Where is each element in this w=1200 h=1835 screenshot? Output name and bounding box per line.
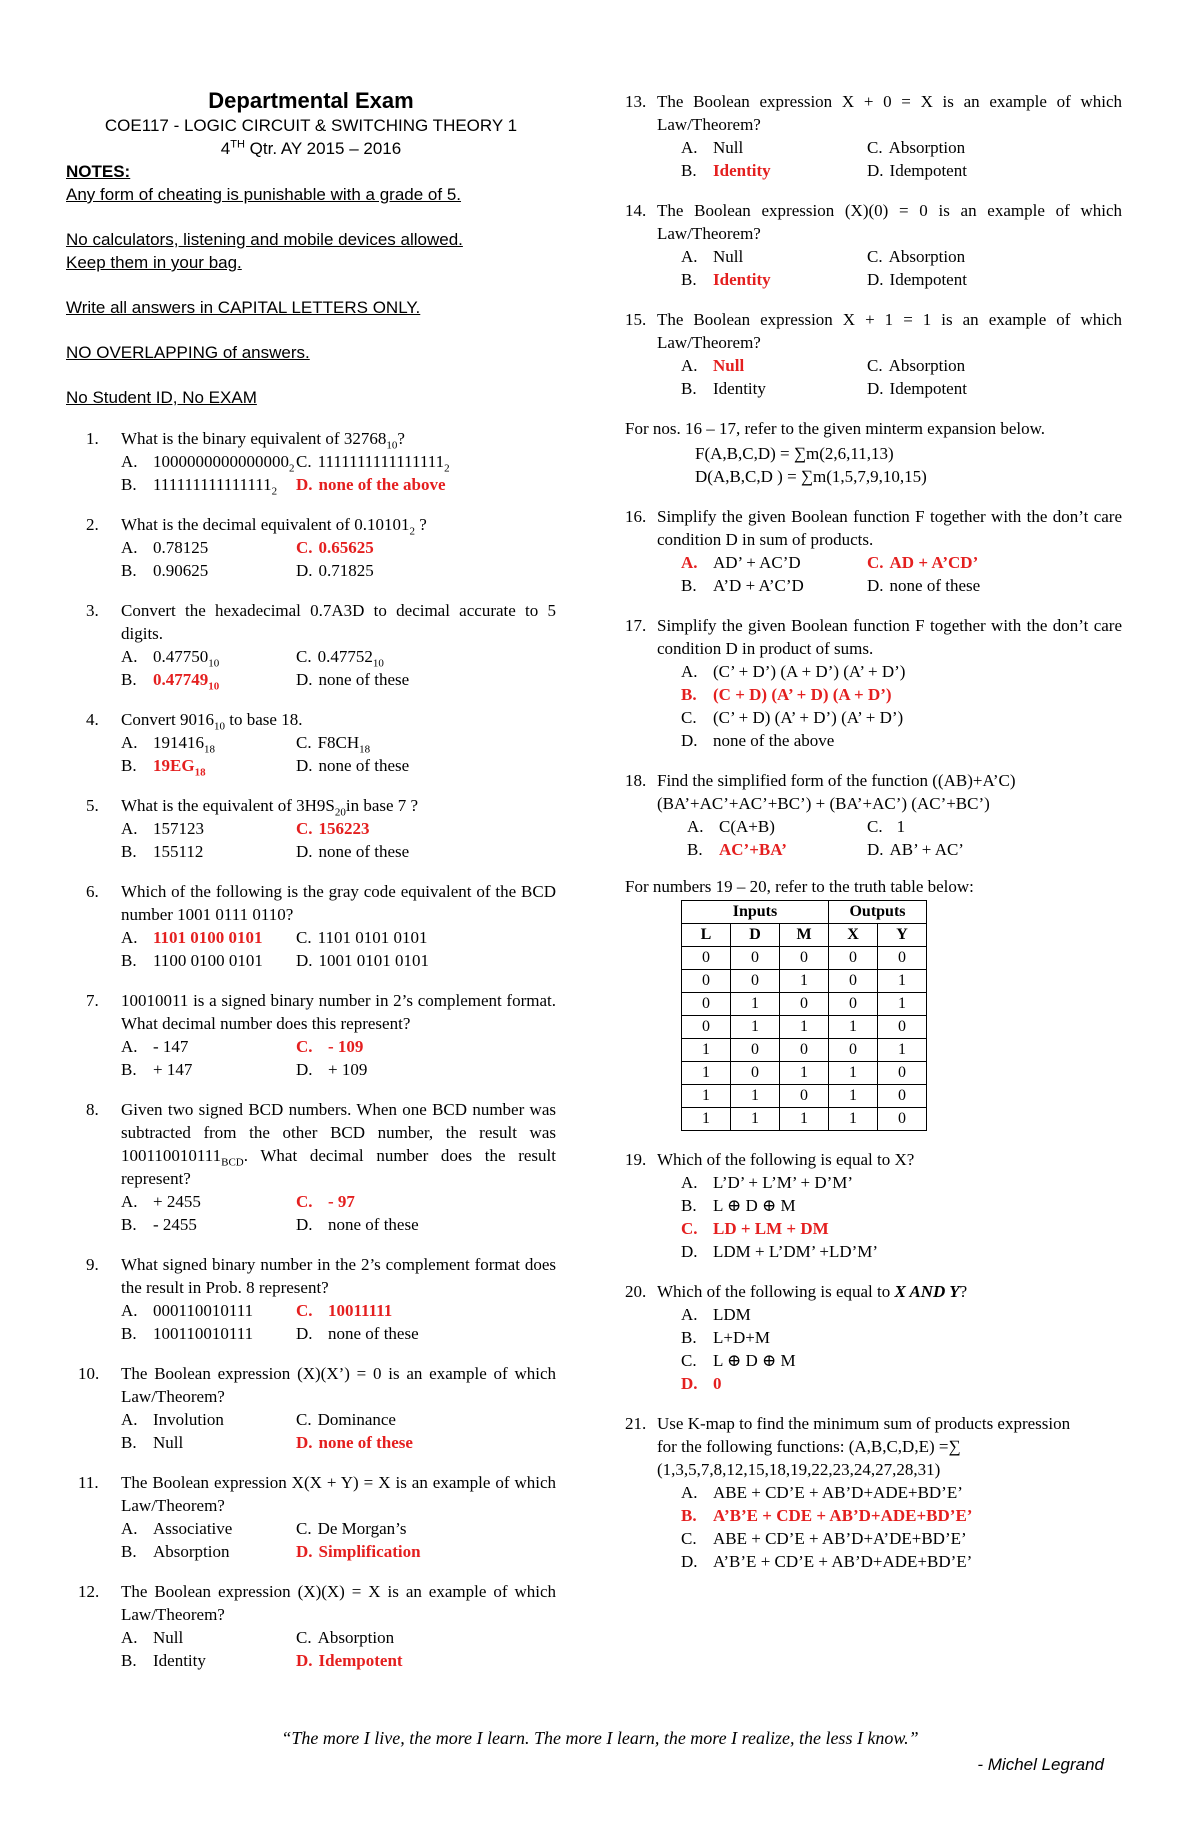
option-a: 0.78125 <box>153 538 209 557</box>
truth-table-cell: 1 <box>731 1016 780 1039</box>
option-c-answer: - 97 <box>328 1192 355 1211</box>
truth-table-row <box>682 947 927 970</box>
option-c: $0.47752_{10}$ <box>317 647 384 670</box>
question-text: The Boolean expression (X)(X) = X is an example of which Law/Theorem? <box>121 1582 556 1624</box>
question-text: Find the simplified form of the function ((AB)+A’C) (BA’+AC’+AC’+BC’) + (BA’+AC’) (AC’+BC’) <box>657 771 1016 813</box>
notes-label: NOTES: <box>66 162 131 181</box>
question-11: 11. The Boolean expression X(X + Y) = X is an example of which Law/Theorem? A. Associative C. De Morgan’s B. Absorption D. Simplification <box>78 1473 556 1561</box>
option-d: none of these <box>328 1215 419 1234</box>
options-row: A. $1000000000000000_2$ C. $1111111111111111_2$ <box>121 452 450 475</box>
truth-table-cell: 0 <box>829 947 878 970</box>
option-a: A. LDM <box>681 1305 751 1324</box>
option-a: A. L’D’ + L’M’ + D’M’ <box>681 1173 854 1192</box>
option-b: Identity <box>153 1651 206 1670</box>
question-20 <box>625 1280 1122 1395</box>
option-d: none of these <box>318 842 410 861</box>
truth-table-cell: 1 <box>682 1062 731 1085</box>
option-c: $1111111111111111_2$ <box>317 452 450 475</box>
option-b: A’D + A’C’D <box>713 576 804 595</box>
option-b-answer: Identity <box>713 161 771 180</box>
truth-table-cell: 0 <box>829 993 878 1016</box>
outputs-header: Outputs <box>829 901 927 924</box>
question-number: 18. <box>625 771 647 790</box>
truth-table-cell: 0 <box>731 947 780 970</box>
truth-table-cell: 1 <box>878 970 927 993</box>
question-12: 12. The Boolean expression (X)(X) = X is an example of which Law/Theorem? A. Null C. Absorption B. Identity D. Idempotent <box>78 1582 556 1670</box>
truth-table-cell: 0 <box>731 970 780 993</box>
option-c: De Morgan’s <box>317 1519 407 1538</box>
truth-table-row <box>682 1085 927 1108</box>
note-overlapping: NO OVERLAPPING of answers. <box>66 343 310 362</box>
option-b: 0.90625 <box>153 561 209 580</box>
option-b: $111111111111111_2$ <box>153 475 278 498</box>
question-number: 21. <box>625 1414 647 1433</box>
truth-table-cell: 0 <box>829 970 878 993</box>
option-c-answer: C. LD + LM + DM <box>681 1219 829 1238</box>
question-15: 15. The Boolean expression X + 1 = 1 is an example of which Law/Theorem? A. Null C. Absorption B. Identity D. Idempotent <box>625 310 1122 398</box>
option-b: 155112 <box>153 842 204 861</box>
question-1 <box>66 427 556 496</box>
option-d: + 109 <box>328 1060 368 1079</box>
option-a: $0.47750_{10}$ <box>153 647 220 670</box>
question-number: 3. <box>86 601 99 620</box>
question-text: Given two signed BCD numbers. When one BCD number was subtracted from the other BCD number, the result was $100110010111_{BCD}$. What decimal number does the result represent? <box>121 1100 556 1188</box>
question-text: Which of the following is equal to X AND Y? <box>657 1282 968 1301</box>
option-d: none of these <box>318 670 410 689</box>
question-text: The Boolean expression (X)(0) = 0 is an example of which Law/Theorem? <box>657 201 1122 243</box>
truth-table-cell: 1 <box>682 1085 731 1108</box>
question-text: 10010011 is a signed binary number in 2’s complement format. What decimal number does this represent? <box>121 991 556 1033</box>
option-c: C. ABE + CD’E + AB’D+A’DE+BD’E’ <box>681 1529 967 1548</box>
option-a: A. ABE + CD’E + AB’D+ADE+BD’E’ <box>681 1483 963 1502</box>
truth-table-row <box>682 1062 927 1085</box>
question-number: 16. <box>625 507 647 526</box>
option-d: 1001 0101 0101 <box>318 951 430 970</box>
option-b-answer: $0.47749_{10}$ <box>153 670 220 693</box>
option-a: C(A+B) <box>719 817 775 836</box>
note-calculators: No calculators, listening and mobile devices allowed. <box>66 230 463 249</box>
option-c: 1 <box>896 817 906 836</box>
note-cheating: Any form of cheating is punishable with a grade of 5. <box>66 185 462 204</box>
option-c: Absorption <box>888 138 966 157</box>
truth-table-cell: 1 <box>829 1062 878 1085</box>
option-a: Associative <box>153 1519 233 1538</box>
option-a: $191416_{18}$ <box>153 733 215 756</box>
minterm-intro <box>625 417 1122 488</box>
options-row: B. $111111111111111_2$ D. none of the above <box>121 475 446 498</box>
question-13: 13. The Boolean expression X + 0 = X is an example of which Law/Theorem? A. Null C. Absorption B. Identity D. Idempotent <box>625 92 1122 180</box>
truth-table-cell: 1 <box>731 1108 780 1131</box>
question-16: 16. Simplify the given Boolean function F together with the don’t care condition D in sum of products. A. AD’ + AC’D C. AD + A’CD’ B. A’D + A’C’D D. none of these <box>625 507 1122 595</box>
truth-table-cell: 0 <box>682 947 731 970</box>
option-c: Absorption <box>888 356 966 375</box>
function-d: D(A,B,C,D ) = ∑m(1,5,7,9,10,15) <box>695 467 927 486</box>
truth-table-cell: 0 <box>878 1062 927 1085</box>
option-a: A. (C’ + D’) (A + D’) (A’ + D’) <box>681 662 906 681</box>
truth-table-cell: 0 <box>780 947 829 970</box>
term <box>66 137 556 160</box>
option-c: $F8CH_{18}$ <box>317 733 371 756</box>
question-text: Convert $9016_{10}$ to base 18. <box>121 710 303 733</box>
question-text: What is the binary equivalent of $32768_{10}$? <box>121 429 405 452</box>
option-b-answer: Identity <box>713 270 771 289</box>
option-d: Idempotent <box>889 161 967 180</box>
course-title: COE117 - LOGIC CIRCUIT & SWITCHING THEORY 1 <box>104 116 518 135</box>
right-column <box>625 90 1122 1573</box>
option-a: Involution <box>153 1410 224 1429</box>
option-c-answer: 10011111 <box>328 1301 393 1320</box>
truth-table-cell: 0 <box>780 1085 829 1108</box>
option-d: none of these <box>889 576 981 595</box>
question-text: The Boolean expression X + 0 = X is an example of which Law/Theorem? <box>657 92 1122 134</box>
question-21 <box>625 1412 1122 1573</box>
option-c: Absorption <box>317 1628 395 1647</box>
option-c: Absorption <box>888 247 966 266</box>
question-9: 9. What signed binary number in the 2’s complement format does the result in Prob. 8 represent? A. 000110010111 C. 10011111 B. 100110010111 D. none of these <box>86 1255 556 1343</box>
question-2: 2. What is the decimal equivalent of $0.10101_2$ ? A. 0.78125 C. 0.65625 B. 0.90625 D. 0.71825 <box>66 513 556 582</box>
truth-table-row <box>682 1016 927 1039</box>
term-rest: Qtr. AY 2015 – 2016 <box>244 139 402 158</box>
option-a: Null <box>713 138 744 157</box>
question-text: Simplify the given Boolean function F together with the don’t care condition D in product of sums. <box>657 616 1122 658</box>
question-text: The Boolean expression X(X + Y) = X is an example of which Law/Theorem? <box>121 1473 556 1515</box>
truth-table-cell: 0 <box>878 1085 927 1108</box>
option-c: 1101 0101 0101 <box>317 928 428 947</box>
question-number: 9. <box>86 1255 99 1274</box>
question-text: What is the decimal equivalent of $0.10101_2$ ? <box>121 515 427 538</box>
truth-table-cell: 1 <box>780 1108 829 1131</box>
question-text: The Boolean expression X + 1 = 1 is an example of which Law/Theorem? <box>657 310 1122 352</box>
truth-table-cell: 1 <box>682 1108 731 1131</box>
question-8: 8. Given two signed BCD numbers. When one BCD number was subtracted from the other BCD number, the result was $100110010111_{BCD}$. What decimal number does the result represent? A. + 2455 C. - 97 B. - 2455 D. none of these <box>86 1100 556 1234</box>
option-a: AD’ + AC’D <box>713 553 801 572</box>
option-b: 1100 0100 0101 <box>153 951 263 970</box>
question-14: 14. The Boolean expression (X)(0) = 0 is an example of which Law/Theorem? A. Null C. Absorption B. Identity D. Idempotent <box>625 201 1122 289</box>
question-number: 7. <box>86 991 99 1010</box>
option-c-answer: 156223 <box>318 819 370 838</box>
option-d: none of these <box>328 1324 419 1343</box>
option-b-answer: AC’+BA’ <box>719 840 787 859</box>
truth-table-row <box>682 993 927 1016</box>
truth-table-cell: 0 <box>682 970 731 993</box>
option-b: B. L ⊕ D ⊕ M <box>681 1196 796 1215</box>
question-number: 19. <box>625 1150 647 1169</box>
truth-table-cell: 0 <box>878 947 927 970</box>
truth-table-row <box>682 970 927 993</box>
truth-table-cell: 1 <box>780 1062 829 1085</box>
question-number: 12. <box>78 1582 100 1601</box>
question-18: 18. Find the simplified form of the function ((AB)+A’C) (BA’+AC’+AC’+BC’) + (BA’+AC’) (AC’+BC’) A. C(A+B) C. 1 B. AC’+BA’ D. AB’ + AC’ <box>625 769 1122 861</box>
option-b: + 147 <box>153 1060 193 1079</box>
option-b: 100110010111 <box>153 1324 254 1343</box>
option-c: C. (C’ + D) (A’ + D’) (A’ + D’) <box>681 708 904 727</box>
option-d: 0.71825 <box>318 561 374 580</box>
question-10: 10. The Boolean expression (X)(X’) = 0 is an example of which Law/Theorem? A. Involution C. Dominance B. Null D. none of these <box>78 1364 556 1452</box>
footer-quote: “The more I live, the more I learn. The more I learn, the more I realize, the less I know.” <box>281 1728 919 1748</box>
option-d: AB’ + AC’ <box>889 840 964 859</box>
question-text: What is the equivalent of $3H9S_{20}in$ base 7 ? <box>121 796 419 819</box>
question-number: 20. <box>625 1282 647 1301</box>
truth-table-cell: 1 <box>878 993 927 1016</box>
question-19 <box>625 1148 1122 1263</box>
question-text: Which of the following is the gray code equivalent of the BCD number 1001 0111 0110? <box>121 882 556 924</box>
term-num: 4 <box>220 139 231 158</box>
footer-author: - Michel Legrand <box>977 1755 1104 1774</box>
inputs-header: Inputs <box>682 901 829 924</box>
option-c-answer: 0.65625 <box>318 538 374 557</box>
truth-table-cell: 1 <box>829 1108 878 1131</box>
question-6: 6. Which of the following is the gray code equivalent of the BCD number 1001 0111 0110? A. 1101 0100 0101 C. 1101 0101 0101 B. 1100 0100 0101 D. 1001 0101 0101 <box>86 882 556 970</box>
truth-table-cell: 0 <box>780 993 829 1016</box>
question-text: What signed binary number in the 2’s complement format does the result in Prob. 8 represent? <box>121 1255 556 1297</box>
truth-table-cell: 1 <box>780 970 829 993</box>
option-a-answer: 1101 0100 0101 <box>153 928 263 947</box>
option-d-answer: D. 0 <box>681 1374 722 1393</box>
option-c-answer: - 109 <box>328 1037 364 1056</box>
option-d: Idempotent <box>889 270 967 289</box>
option-c: C. L ⊕ D ⊕ M <box>681 1351 796 1370</box>
option-b: Identity <box>713 379 766 398</box>
question-number: 6. <box>86 882 99 901</box>
option-d-answer: Simplification <box>318 1542 421 1561</box>
header-row: L D M X Y <box>682 924 927 947</box>
option-d: Idempotent <box>889 379 967 398</box>
truth-table-cell: 0 <box>682 993 731 1016</box>
note-capitals: Write all answers in CAPITAL LETTERS ONLY. <box>66 298 421 317</box>
question-7: 7. 10010011 is a signed binary number in 2’s complement format. What decimal number does this represent? A. - 147 C. - 109 B. + 147 D. + 109 <box>86 991 556 1079</box>
question-number: 8. <box>86 1100 99 1119</box>
question-number: 17. <box>625 616 647 635</box>
option-b-answer: $19EG_{18}$ <box>153 756 206 779</box>
question-number: 5. <box>86 796 99 815</box>
option-b: - 2455 <box>153 1215 197 1234</box>
question-17 <box>625 614 1122 752</box>
option-b: Null <box>153 1433 184 1452</box>
option-a-answer: Null <box>713 356 745 375</box>
option-d: D. LDM + L’DM’ +LD’M’ <box>681 1242 879 1261</box>
truth-table-cell: 1 <box>682 1039 731 1062</box>
question-number: 14. <box>625 201 647 220</box>
truth-table-cell: 0 <box>878 1016 927 1039</box>
option-d: D. A’B’E + CD’E + AB’D+ADE+BD’E’ <box>681 1552 973 1571</box>
option-a: 157123 <box>153 819 204 838</box>
question-text: Which of the following is equal to X? <box>657 1150 915 1169</box>
left-column <box>66 88 556 1672</box>
option-d: none of these <box>318 756 410 775</box>
option-c: Dominance <box>317 1410 396 1429</box>
option-a: 000110010111 <box>153 1301 254 1320</box>
truth-table-cell: 0 <box>878 1108 927 1131</box>
question-text: Convert the hexadecimal 0.7A3D to decimal accurate to 5 digits. <box>121 601 556 643</box>
note-student-id: No Student ID, No EXAM <box>66 388 257 407</box>
truth-table-cell: 0 <box>829 1039 878 1062</box>
truth-table-cell: 1 <box>829 1085 878 1108</box>
function-f: F(A,B,C,D) = ∑m(2,6,11,13) <box>695 444 894 463</box>
minterm-intro-text: For nos. 16 – 17, refer to the given minterm expansion below. <box>625 419 1046 438</box>
exam-title: Departmental Exam <box>208 88 414 113</box>
question-number: 4. <box>86 710 99 729</box>
option-b-answer: B. A’B’E + CDE + AB’D+ADE+BD’E’ <box>681 1506 973 1525</box>
term-sup: TH <box>230 138 245 151</box>
option-a: - 147 <box>153 1037 189 1056</box>
truth-table-cell: 1 <box>731 1085 780 1108</box>
truth-table-cell: 1 <box>731 993 780 1016</box>
truth-table <box>681 900 927 1131</box>
option-b-answer: B. (C + D) (A’ + D) (A + D’) <box>681 685 892 704</box>
question-3: 3. Convert the hexadecimal 0.7A3D to decimal accurate to 5 digits. A. $0.47750_{10}$ C. $0.47752_{10}$ B. $0.47749_{10}$ D. none of these <box>86 601 556 693</box>
truth-table-cell: 0 <box>780 1039 829 1062</box>
truth-table-cell: 1 <box>780 1016 829 1039</box>
question-text: Use K-map to find the minimum sum of products expression for the following functions: (A,B,C,D,E) =∑ (1,3,5,7,8,12,15,18,19,22,23,24,27,28,31) <box>657 1414 1071 1479</box>
question-4: 4. Convert $9016_{10}$ to base 18. A. $191416_{18}$ C. $F8CH_{18}$ B. $19EG_{18}$ D. none of these <box>66 708 556 777</box>
option-a: + 2455 <box>153 1192 201 1211</box>
question-number: 11. <box>78 1473 99 1492</box>
option-a: $1000000000000000_2$ <box>153 452 295 475</box>
question-text: Simplify the given Boolean function F together with the don’t care condition D in sum of products. <box>657 507 1122 549</box>
question-number: 15. <box>625 310 647 329</box>
truth-table-cell: 1 <box>878 1039 927 1062</box>
option-c-answer: AD + A’CD’ <box>889 553 979 572</box>
truth-table-cell: 0 <box>682 1016 731 1039</box>
question-number: 2. <box>86 515 99 534</box>
question-number: 1. <box>86 429 99 448</box>
option-d-answer: none of the above <box>318 475 446 494</box>
note-bag: Keep them in your bag. <box>66 253 242 272</box>
option-a: Null <box>153 1628 184 1647</box>
option-b: B. L+D+M <box>681 1328 770 1347</box>
truth-table-row <box>682 1039 927 1062</box>
question-5: 5. What is the equivalent of $3H9S_{20}in$ base 7 ? A. 157123 C. 156223 B. 155112 D. none of these <box>66 794 556 863</box>
question-number: 10. <box>78 1364 100 1383</box>
question-number: 13. <box>625 92 647 111</box>
truth-table-cell: 1 <box>829 1016 878 1039</box>
question-text: The Boolean expression (X)(X’) = 0 is an example of which Law/Theorem? <box>121 1364 556 1406</box>
truth-table-intro: For numbers 19 – 20, refer to the truth table below: <box>625 877 974 896</box>
truth-table-cell: 0 <box>731 1039 780 1062</box>
truth-table-row <box>682 1108 927 1131</box>
option-d-answer: Idempotent <box>318 1651 403 1670</box>
option-d: D. none of the above <box>681 731 835 750</box>
truth-table-cell: 0 <box>731 1062 780 1085</box>
option-d-answer: none of these <box>318 1433 413 1452</box>
option-b: Absorption <box>153 1542 230 1561</box>
option-a: Null <box>713 247 744 266</box>
